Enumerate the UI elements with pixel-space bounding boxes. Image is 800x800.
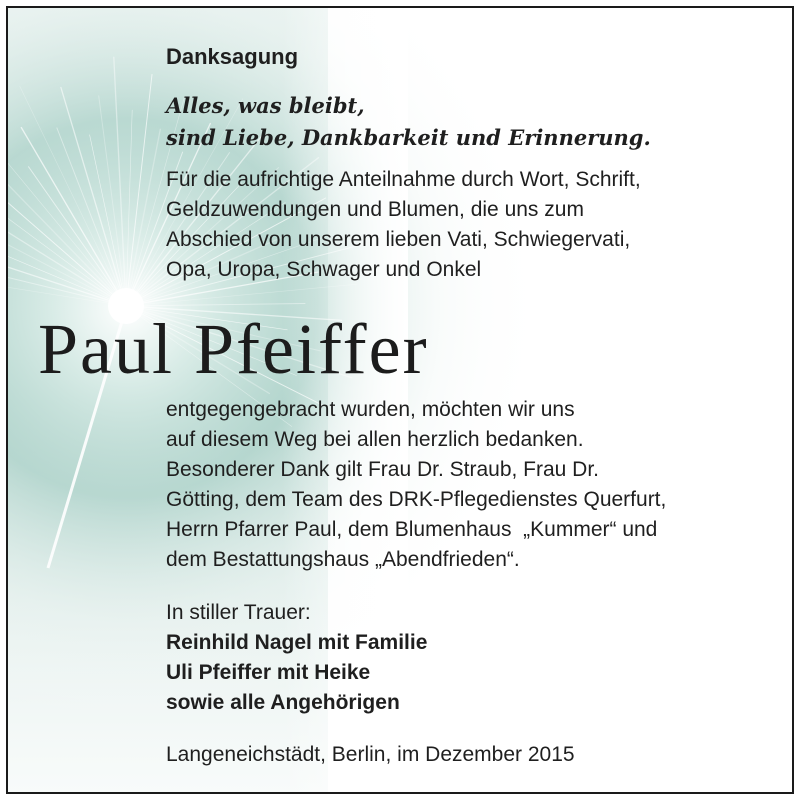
intro-line: Geldzuwendungen und Blumen, die uns zum (166, 198, 584, 221)
motto-line: sind Liebe, Dankbarkeit und Erinnerung. (166, 125, 651, 150)
place-and-date: Langeneichstädt, Berlin, im Dezember 2015 (166, 743, 575, 766)
motto-line: Alles, was bleibt, (166, 93, 365, 118)
mourner-name: Uli Pfeiffer mit Heike (166, 661, 371, 684)
body-line: Götting, dem Team des DRK-Pflegedienstes Querfurt, (166, 488, 667, 511)
body-line: Besonderer Dank gilt Frau Dr. Straub, Frau Dr. (166, 458, 600, 481)
intro-line: Opa, Uropa, Schwager und Onkel (166, 258, 482, 281)
intro-line: Abschied von unserem lieben Vati, Schwiegervati, (166, 228, 631, 251)
body-line: dem Bestattungshaus „Abendfrieden“. (166, 548, 520, 571)
body-line: auf diesem Weg bei allen herzlich bedanken. (166, 428, 584, 451)
body-line: Herrn Pfarrer Paul, dem Blumenhaus „Kummer“ und (166, 518, 658, 541)
mourning-intro: In stiller Trauer: (166, 601, 311, 624)
deceased-name: Paul Pfeiffer (38, 309, 429, 389)
body-line: entgegengebracht wurden, möchten wir uns (166, 398, 575, 421)
mourner-name: Reinhild Nagel mit Familie (166, 631, 428, 654)
intro-line: Für die aufrichtige Anteilnahme durch Wort, Schrift, (166, 168, 641, 191)
obituary-card (6, 6, 794, 794)
heading: Danksagung (166, 44, 299, 69)
mourner-name: sowie alle Angehörigen (166, 691, 400, 714)
